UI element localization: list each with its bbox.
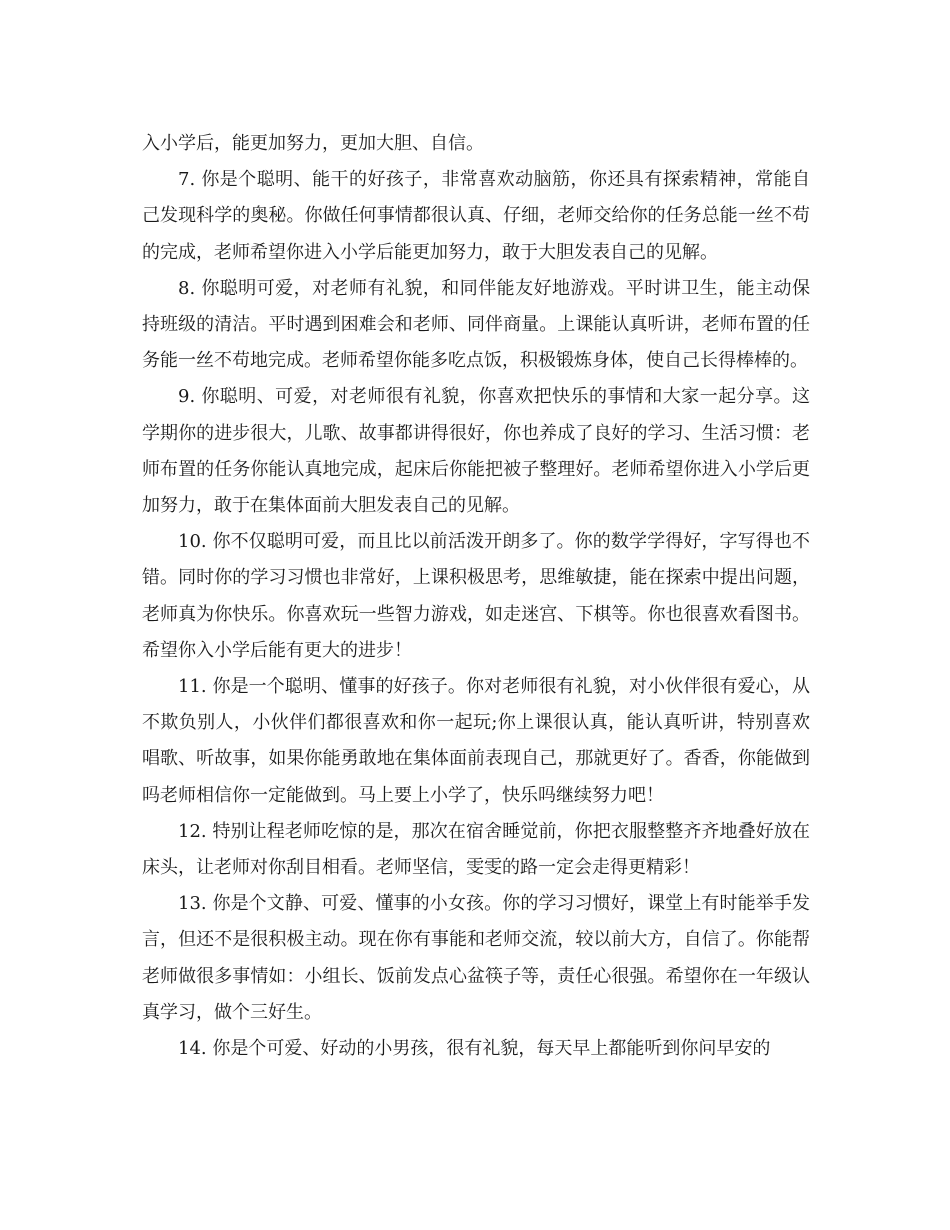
paragraph-item-7: 7. 你是个聪明、能干的好孩子，非常喜欢动脑筋，你还具有探索精神，常能自己发现科学的奥秘。你做任何事情都很认真、仔细，老师交给你的任务总能一丝不苟的完成，老师希望你进入小学后能更加努力，敢于大胆发表自己的见解。 [142, 169, 810, 263]
paragraph-item-12: 12. 特别让程老师吃惊的是，那次在宿舍睡觉前，你把衣服整整齐齐地叠好放在床头，让老师对你刮目相看。老师坚信，雯雯的路一定会走得更精彩！ [142, 820, 810, 879]
paragraph-item-9: 9. 你聪明、可爱，对老师很有礼貌，你喜欢把快乐的事情和大家一起分享。这学期你的进步很大，儿歌、故事都讲得很好，你也养成了良好的学习、生活习惯：老师布置的任务你能认真地完成，起床后你能把被子整理好。老师希望你进入小学后更加努力，敢于在集体面前大胆发表自己的见解。 [142, 386, 810, 517]
paragraph-item-13: 13. 你是个文静、可爱、懂事的小女孩。你的学习习惯好，课堂上有时能举手发言，但还不是很积极主动。现在你有事能和老师交流，较以前大方，自信了。你能帮老师做很多事情如：小组长、饭前发点心盆筷子等，责任心很强。希望你在一年级认真学习，做个三好生。 [142, 893, 810, 1023]
paragraph-continuation: 入小学后，能更加努力，更加大胆、自信。 [142, 133, 484, 154]
paragraph-item-14: 14. 你是个可爱、好动的小男孩，很有礼貌，每天早上都能听到你问早安的 [178, 1038, 771, 1060]
paragraph-item-8: 8. 你聪明可爱，对老师有礼貌，和同伴能友好地游戏。平时讲卫生，能主动保持班级的清洁。平时遇到困难会和老师、同伴商量。上课能认真听讲，老师布置的任务能一丝不苟地完成。老师希望你能多吃点饭，积极锻炼身体，使自己长得棒棒的。 [142, 277, 810, 372]
paragraph-item-10: 10. 你不仅聪明可爱，而且比以前活泼开朗多了。你的数学学得好，字写得也不错。同时你的学习习惯也非常好，上课积极思考，思维敏捷，能在探索中提出问题，老师真为你快乐。你喜欢玩一些智力游戏，如走迷宫、下棋等。你也很喜欢看图书。希望你入小学后能有更大的进步！ [142, 531, 810, 661]
paragraph-item-11: 11. 你是一个聪明、懂事的好孩子。你对老师很有礼貌，对小伙伴很有爱心，从不欺负别人，小伙伴们都很喜欢和你一起玩;你上课很认真，能认真听讲，特别喜欢唱歌、听故事，如果你能勇敢地在集体面前表现自己，那就更好了。香香，你能做到吗老师相信你一定能做到。马上要上小学了，快乐吗继续努力吧！ [142, 676, 810, 806]
document-body [142, 126, 810, 1067]
